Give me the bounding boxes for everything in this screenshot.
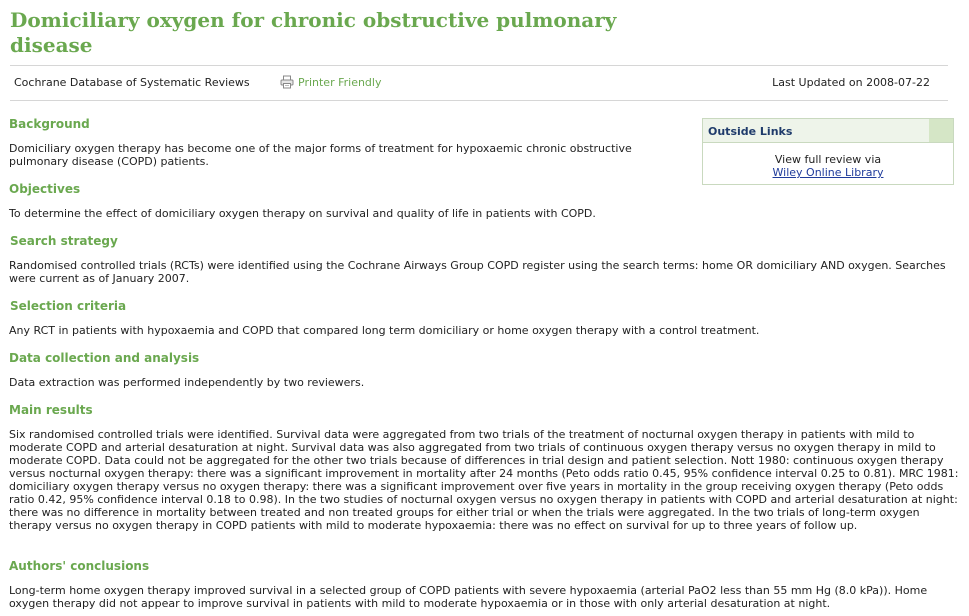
outside-links-heading: Outside Links — [708, 125, 793, 138]
section-heading-objectives: Objectives — [9, 182, 81, 196]
printer-friendly-label[interactable]: Printer Friendly — [298, 75, 382, 89]
section-heading-background: Background — [9, 117, 90, 131]
section-text-data-collection: Data extraction was performed independently by two reviewers. — [9, 376, 365, 389]
last-updated: Last Updated on 2008-07-22 — [772, 76, 930, 89]
source-label: Cochrane Database of Systematic Reviews — [14, 76, 250, 89]
section-heading-main-results: Main results — [9, 403, 93, 417]
outside-links-header — [703, 119, 953, 143]
section-text-selection-criteria: Any RCT in patients with hypoxaemia and COPD that compared long term domiciliary or home oxygen therapy with a control treatment. — [9, 324, 760, 337]
page-title: Domiciliary oxygen for chronic obstructive pulmonary disease — [10, 8, 617, 57]
section-heading-data-collection: Data collection and analysis — [9, 351, 200, 365]
section-heading-selection-criteria: Selection criteria — [10, 299, 127, 313]
printer-friendly-link[interactable] — [280, 75, 381, 89]
section-heading-authors-conclusions: Authors' conclusions — [9, 559, 150, 573]
header-corner-decoration — [929, 119, 953, 142]
view-full-review-text: View full review via — [774, 153, 882, 166]
section-text-authors-conclusions: Long-term home oxygen therapy improved survival in a selected group of COPD patients with severe hypoxaemia (arterial PaO2 less than 55 mm Hg (8.0 kPa)). Home oxygen therapy did not appear to improve survival in patients with mild to moderate hypoxaemia or in those with only arterial desaturation at night. — [9, 584, 928, 610]
wiley-online-library-link[interactable]: Wiley Online Library — [772, 166, 884, 179]
section-heading-search-strategy: Search strategy — [10, 234, 118, 248]
section-text-objectives: To determine the effect of domiciliary oxygen therapy on survival and quality of life in patients with COPD. — [9, 207, 596, 220]
printer-icon — [280, 75, 294, 89]
outside-links-body — [703, 143, 953, 179]
section-text-search-strategy: Randomised controlled trials (RCTs) were identified using the Cochrane Airways Group COPD register using the search terms: home OR domiciliary AND oxygen. Searches were current as of January 2007. — [9, 259, 946, 285]
outside-links-box — [702, 118, 954, 185]
section-text-main-results: Six randomised controlled trials were identified. Survival data were aggregated from two trials of the treatment of nocturnal oxygen therapy in patients with mild to moderate COPD and arterial desaturation at night. Survival data was also aggregated from two trials of continuous oxygen therapy versus no oxygen therapy in mild to moderate COPD. Data could not be aggregated for the other two trials because of differences in trial design and patient selection. Nott 1980: continuous oxygen therapy versus nocturnal oxygen therapy: there was a significant improvement in mortality after 24 months (Peto odds ratio 0.45, 95% confidence interval 0.25 to 0.81). MRC 1981: domiciliary oxygen therapy versus no oxygen therapy: there was a significant improvement over five years in mortality in the group receiving oxygen therapy (Peto odds ratio 0.42, 95% confidence interval 0.18 to 0.98). In the two studies of nocturnal oxygen versus no oxygen therapy in patients with COPD and arterial desaturation at night: there was no difference in mortality between treated and non treated groups for either trial or when the trials were aggregated. In the two trials of long-term oxygen therapy versus no oxygen therapy in COPD patients with mild to moderate hypoxaemia: there was no effect on survival for up to three years of follow up. — [9, 428, 959, 532]
section-text-background: Domiciliary oxygen therapy has become one of the major forms of treatment for hypoxaemic chronic obstructive pulmonary disease (COPD) patients. — [9, 142, 632, 168]
meta-bar — [10, 65, 948, 101]
